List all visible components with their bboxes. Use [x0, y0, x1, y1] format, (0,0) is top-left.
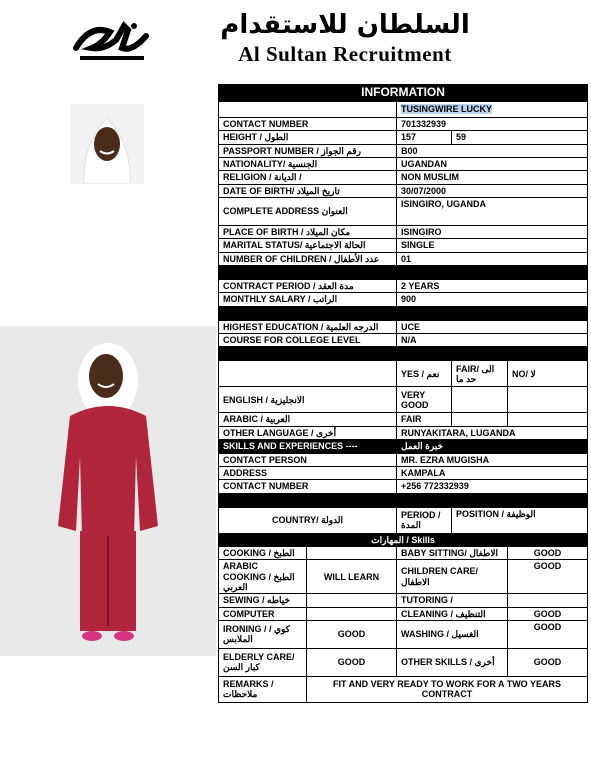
page-header	[0, 0, 591, 80]
education-value: UCE	[397, 320, 588, 333]
children-care-label: CHILDREN CARE/ الاطفال	[397, 560, 508, 594]
contact-number2-label: CONTACT NUMBER	[219, 480, 397, 493]
contact-person-label: CONTACT PERSON	[219, 453, 397, 466]
address2-value: KAMPALA	[397, 466, 588, 479]
weight-value: 59	[452, 131, 588, 144]
form-heading: INFORMATION	[219, 85, 588, 102]
arabic-fair	[452, 413, 508, 426]
name-label-cell	[219, 102, 397, 118]
language-no-header: NO/ لا	[508, 361, 588, 387]
section-divider	[219, 347, 588, 361]
children-value: 01	[397, 252, 588, 265]
language-fair-header: FAIR/ الى حد ما	[452, 361, 508, 387]
dob-label: DATE OF BIRTH/ تاريخ الميلاد	[219, 184, 397, 197]
salary-label: MONTHLY SALARY / الراتب	[219, 293, 397, 306]
height-value: 157	[397, 131, 452, 144]
sewing-value	[307, 594, 397, 607]
nationality-value: UGANDAN	[397, 158, 588, 171]
cooking-value	[307, 546, 397, 559]
college-value: N/A	[397, 334, 588, 347]
dob-value: 30/07/2000	[397, 184, 588, 197]
cooking-label: COOKING / الطبخ	[219, 546, 307, 559]
english-fair	[452, 387, 508, 413]
tutoring-label: TUTORING /	[397, 594, 508, 607]
marital-label: MARITAL STATUS/ الحالة الاجتماعية	[219, 239, 397, 252]
nationality-label: NATIONALITY/ الجنسية	[219, 158, 397, 171]
company-logo	[70, 18, 152, 66]
education-label: HIGHEST EDUCATION / الدرجه العلمية	[219, 320, 397, 333]
washing-label: WASHING / الغسيل	[397, 620, 508, 648]
other-language-label: OTHER LANGUAGE / أخرى	[219, 426, 397, 439]
babysitting-label: BABY SITTING/ الاطفال	[397, 546, 508, 559]
other-language-value: RUNYAKITARA, LUGANDA	[397, 426, 588, 439]
babysitting-value: GOOD	[508, 546, 588, 559]
passport-label: PASSPORT NUMBER / رقم الجواز	[219, 144, 397, 157]
computer-label: COMPUTER	[219, 607, 307, 620]
position-header: POSITION / الوظيفة	[452, 507, 588, 533]
candidate-name	[397, 102, 588, 118]
contact-person-value: MR. EZRA MUGISHA	[397, 453, 588, 466]
salary-value: 900	[397, 293, 588, 306]
english-no	[508, 387, 588, 413]
remarks-value: FIT AND VERY READY TO WORK FOR A TWO YEARS CONTRACT	[307, 676, 588, 702]
company-name-arabic: السلطان للاستقدام	[220, 10, 470, 40]
contact-number-label: CONTACT NUMBER	[219, 118, 397, 131]
information-form	[218, 84, 588, 703]
pob-label: PLACE OF BIRTH / مكان الميلاد	[219, 226, 397, 239]
skills-experiences-arabic: خبرة العمل	[397, 440, 588, 453]
elderly-care-label: ELDERLY CARE/ كبار السن	[219, 648, 307, 676]
ironing-label: IRONING / كوي / الملابس	[219, 620, 307, 648]
college-label: COURSE FOR COLLEGE LEVEL	[219, 334, 397, 347]
remarks-label: REMARKS / ملاحظات	[219, 676, 307, 702]
contact-number-value: 701332939	[397, 118, 588, 131]
arabic-cooking-value: WILL LEARN	[307, 560, 397, 594]
children-label: NUMBER OF CHILDREN / عدد الأطفال	[219, 252, 397, 265]
language-yes-header: YES / نعم	[397, 361, 452, 387]
contract-label: CONTRACT PERIOD / مدة العقد	[219, 280, 397, 293]
marital-value: SINGLE	[397, 239, 588, 252]
tutoring-value	[508, 594, 588, 607]
candidate-portrait-photo	[70, 104, 144, 184]
period-header: PERIOD / المدة	[397, 507, 452, 533]
skills-experiences-label: SKILLS AND EXPERIENCES ----	[219, 440, 397, 453]
other-skills-label: OTHER SKILLS / أخرى	[397, 648, 508, 676]
arabic-value: FAIR	[397, 413, 452, 426]
section-divider	[219, 266, 588, 280]
elderly-care-value: GOOD	[307, 648, 397, 676]
arabic-no	[508, 413, 588, 426]
washing-value: GOOD	[508, 620, 588, 648]
arabic-cooking-label: ARABIC COOKING / الطبخ العربي	[219, 560, 307, 594]
cleaning-label: CLEANING / التنظيف	[397, 607, 508, 620]
arabic-label: ARABIC / العربية	[219, 413, 397, 426]
company-name-english: Al Sultan Recruitment	[238, 42, 452, 66]
country-header: COUNTRY/ الدولة	[219, 507, 397, 533]
other-skills-value: GOOD	[508, 648, 588, 676]
section-divider	[219, 306, 588, 320]
pob-value: ISINGIRO	[397, 226, 588, 239]
sewing-label: SEWING / خياطه	[219, 594, 307, 607]
religion-value: NON MUSLIM	[397, 171, 588, 184]
children-care-value: GOOD	[508, 560, 588, 594]
section-divider	[219, 493, 588, 507]
address-label: COMPLETE ADDRESS العنوان	[219, 198, 397, 226]
english-label: ENGLISH / الانجليزية	[219, 387, 397, 413]
candidate-full-body-photo	[0, 326, 216, 656]
language-header-blank	[219, 361, 397, 387]
passport-value: B00	[397, 144, 588, 157]
computer-value	[307, 607, 397, 620]
address2-label: ADDRESS	[219, 466, 397, 479]
english-value: VERY GOOD	[397, 387, 452, 413]
skills-bar: المهارات / Skills	[219, 533, 588, 546]
contract-value: 2 YEARS	[397, 280, 588, 293]
religion-label: RELIGION / الديانة /	[219, 171, 397, 184]
name-value: TUSINGWIRE LUCKY	[401, 104, 492, 115]
height-label: HEIGHT / الطول	[219, 131, 397, 144]
ironing-value: GOOD	[307, 620, 397, 648]
cleaning-value: GOOD	[508, 607, 588, 620]
address-value: ISINGIRO, UGANDA	[397, 198, 588, 226]
contact-number2-value: +256 772332939	[397, 480, 588, 493]
